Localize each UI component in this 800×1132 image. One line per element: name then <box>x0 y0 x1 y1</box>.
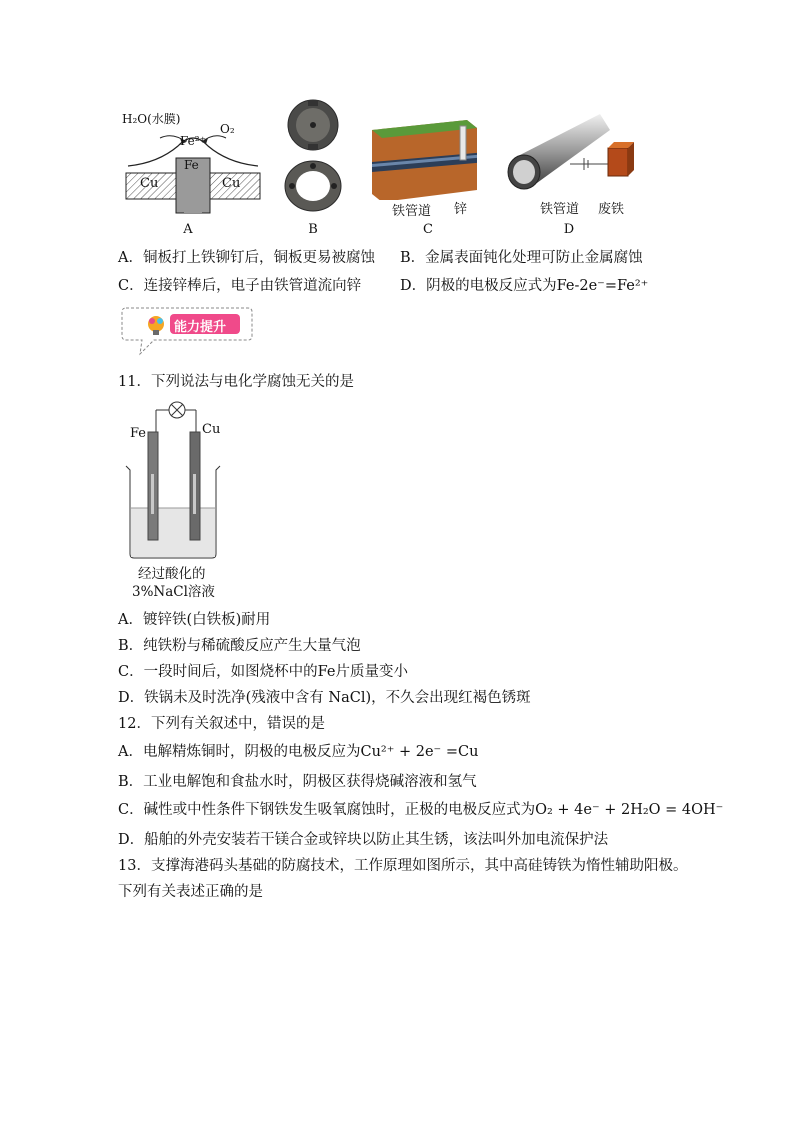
figure-b-caption: B <box>308 222 318 237</box>
pipe-label: 铁管道 <box>392 204 432 219</box>
ability-badge <box>120 304 254 358</box>
q12-stem: 12．下列有关叙述中，错误的是 <box>118 716 325 732</box>
beaker-caption-2: 3%NaCl溶液 <box>132 584 215 600</box>
h2o-label: H₂O(水膜) <box>122 112 181 126</box>
q12-option-c-text: C．碱性或中性条件下钢铁发生吸氧腐蚀时，正极的电极反应式为 <box>118 802 536 818</box>
beaker-figure <box>118 396 228 606</box>
buried-pipe-diagram <box>372 110 482 200</box>
q12-option-d: D．船舶的外壳安装若干镁合金或锌块以防止其生锈，该法叫外加电流保护法 <box>118 832 609 848</box>
beaker-diagram <box>118 396 228 561</box>
q10-option-d-text: D．阴极的电极反应式为 <box>400 278 557 294</box>
q11-option-d: D．铁锅未及时洗净(残液中含有 NaCl)，不久会出现红褐色锈斑 <box>118 690 531 706</box>
figure-a-caption: A <box>183 222 193 237</box>
o2-label: O₂ <box>220 122 235 136</box>
q12-option-a-text: A．电解精炼铜时，阴极的电极反应为 <box>118 744 361 760</box>
q12-option-a <box>118 742 478 762</box>
figure-a <box>118 108 268 228</box>
q12-option-c-formula: O₂ + 4e⁻ + 2H₂O = 4OH⁻ <box>535 802 724 818</box>
q13-stem-line-2: 下列有关表述正确的是 <box>118 884 263 900</box>
figure-d-caption: D <box>563 222 575 237</box>
figure-d <box>500 108 640 220</box>
q11-option-a: A．镀锌铁(白铁板)耐用 <box>118 612 271 628</box>
q11-option-b: B．纯铁粉与稀硫酸反应产生大量气泡 <box>118 638 361 654</box>
beaker-fe-label: Fe <box>130 426 147 441</box>
figure-c <box>372 110 482 220</box>
q11-stem: 11．下列说法与电化学腐蚀无关的是 <box>118 374 354 390</box>
q12-option-c <box>118 800 723 820</box>
fe-label: Fe <box>184 158 199 172</box>
zinc-label: 锌 <box>454 202 468 217</box>
cu-right-label: Cu <box>222 176 241 191</box>
badge-text: 能力提升 <box>174 320 227 335</box>
q12-option-a-formula: Cu²⁺ + 2e⁻ =Cu <box>360 744 479 760</box>
q11-option-c: C．一段时间后，如图烧杯中的Fe片质量变小 <box>118 664 408 680</box>
figure-c-caption: C <box>423 222 433 237</box>
scrap-iron-label: 废铁 <box>598 202 625 217</box>
q10-option-d <box>400 276 648 296</box>
pipe-label-d: 铁管道 <box>540 202 580 217</box>
beaker-caption-1: 经过酸化的 <box>138 566 206 582</box>
q10-option-b: B．金属表面钝化处理可防止金属腐蚀 <box>400 250 643 266</box>
q10-option-d-formula: Fe-2e⁻=Fe²⁺ <box>556 278 649 294</box>
fe2-label: Fe²⁺ <box>180 134 206 148</box>
beaker-cu-label: Cu <box>202 422 221 437</box>
q13-stem-line-1: 13．支撑海港码头基础的防腐技术，工作原理如图所示，其中高硅铸铁为惰性辅助阳极。 <box>118 858 688 874</box>
q12-option-b: B．工业电解饱和食盐水时，阴极区获得烧碱溶液和氢气 <box>118 774 477 790</box>
q10-option-c: C．连接锌棒后，电子由铁管道流向锌 <box>118 278 362 294</box>
metal-parts-photo <box>278 98 348 216</box>
q10-option-a: A．铜板打上铁铆钉后，铜板更易被腐蚀 <box>118 250 375 266</box>
pipe-scrap-iron-diagram <box>500 108 640 198</box>
cu-left-label: Cu <box>140 176 159 191</box>
figure-b <box>278 98 348 216</box>
